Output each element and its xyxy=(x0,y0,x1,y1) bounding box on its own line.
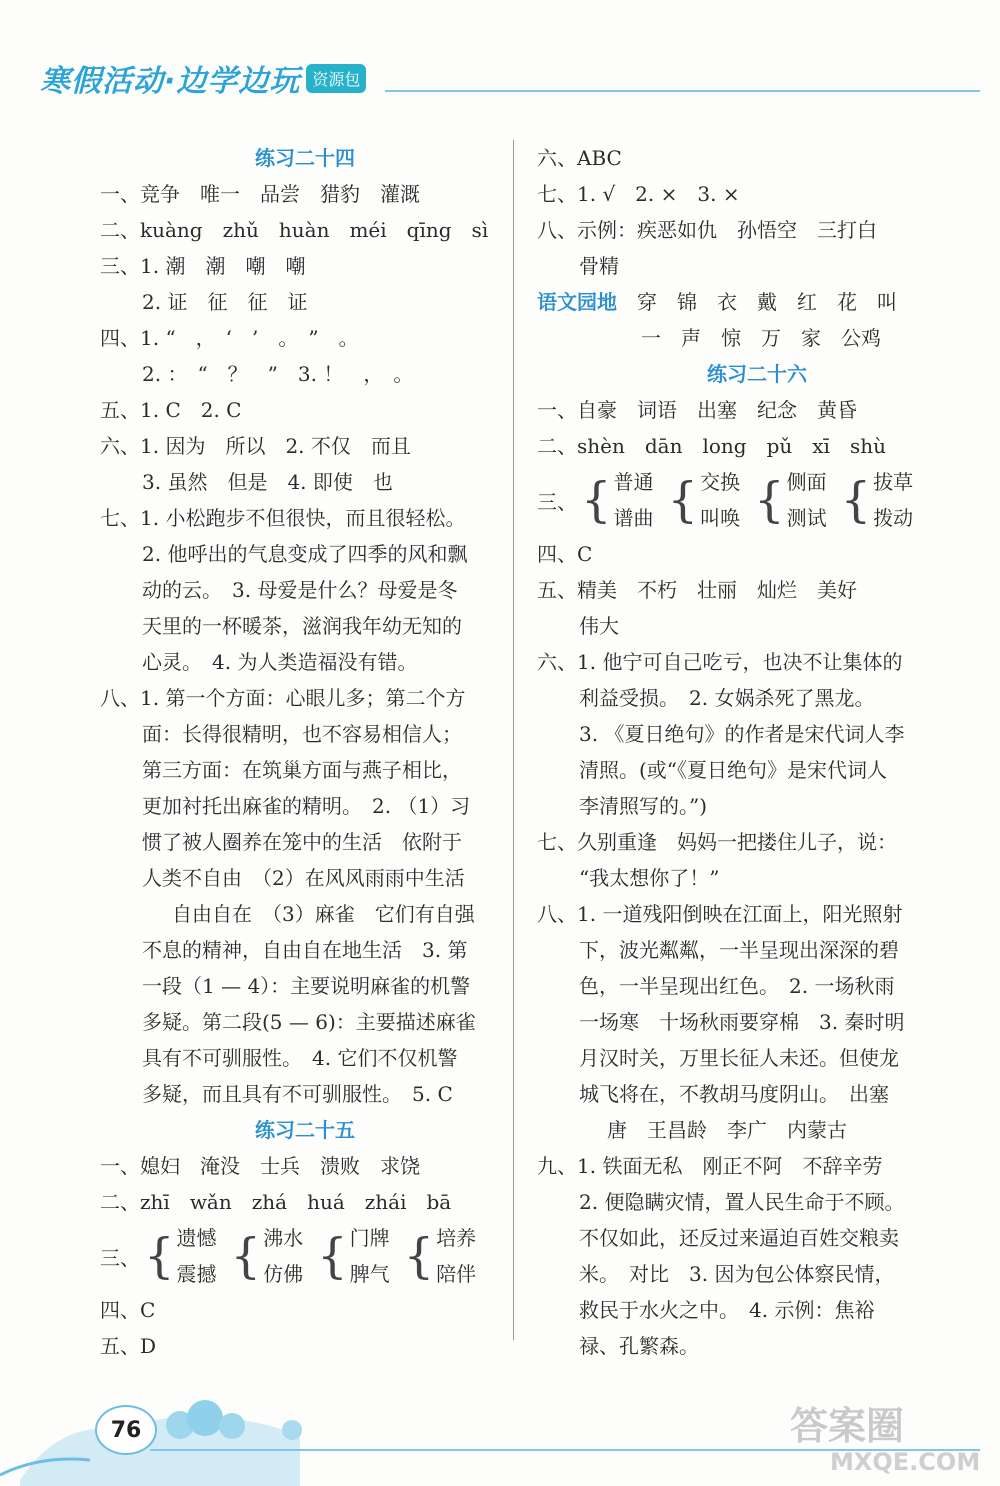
answer-line: 米。 对比 3. 因为包公体察民情， xyxy=(579,1262,895,1286)
brace-answer-group xyxy=(100,1220,510,1292)
answer-line: 一场寒 十场秋雨要穿棉 3. 秦时明 xyxy=(579,1010,905,1034)
answer-line: 2. 他呼出的气息变成了四季的风和飘 xyxy=(142,542,468,566)
answer-line: 月汉时关，万里长征人未还。但使龙 xyxy=(579,1046,899,1070)
answer-line: 骨精 xyxy=(579,254,619,278)
answer-line: 六、1. 因为 所以 2. 不仅 而且 xyxy=(100,434,411,458)
answer-line: 二、shèn dān long pǔ xī shù xyxy=(537,434,886,458)
answer-line: 伟大 xyxy=(579,614,619,638)
page-header xyxy=(40,58,366,98)
answer-line: 3. 《夏日绝句》的作者是宋代词人李 xyxy=(579,722,905,746)
brace-word: 陪伴 xyxy=(436,1262,477,1286)
answer-line: 色，一半呈现出红色。 2. 一场秋雨 xyxy=(579,974,895,998)
answer-line: 四、1. “ ， ‘ ’ 。 ” 。 xyxy=(100,326,359,350)
brace-label: 三、 xyxy=(100,1245,140,1270)
answer-line: 禄、孔繁森。 xyxy=(579,1334,699,1358)
answer-line: 三、1. 潮 潮 嘲 嘲 xyxy=(100,254,306,278)
answer-line: 八、1. 第一个方面：心眼儿多；第二个方 xyxy=(100,686,466,710)
answer-line: 四、C xyxy=(537,542,593,566)
left-column xyxy=(100,140,510,1364)
answer-line: 城飞将在，不教胡马度阴山。 出塞 xyxy=(579,1082,889,1106)
brace-pair: { 交换 叫唤 xyxy=(668,464,741,536)
answer-line: 下，波光粼粼，一半呈现出深深的碧 xyxy=(579,938,899,962)
answer-line: 五、D xyxy=(100,1334,157,1358)
brace-word: 遗憾 xyxy=(176,1226,217,1250)
brace-word: 仿佛 xyxy=(263,1262,304,1286)
brace-word: 培养 xyxy=(436,1226,477,1250)
answer-line: 五、精美 不朽 壮丽 灿烂 美好 xyxy=(537,578,857,602)
answer-line: 自由自在 （3）麻雀 它们有自强 xyxy=(172,902,475,926)
brace-word: 交换 xyxy=(700,470,741,494)
garden-line xyxy=(537,284,977,320)
answer-line: 具有不可驯服性。 4. 它们不仅机警 xyxy=(142,1046,458,1070)
answer-line: 不息的精神，自由自在地生活 3. 第 xyxy=(142,938,468,962)
answer-text: 穿 锦 衣 戴 红 花 叫 xyxy=(617,290,897,314)
brace-pair: { 侧面 测试 xyxy=(754,464,827,536)
brace-pair: { 普通 谱曲 xyxy=(581,464,654,536)
answer-line: 多疑。第二段(5 — 6)：主要描述麻雀 xyxy=(142,1010,476,1034)
answer-line: 七、1. √ 2. × 3. × xyxy=(537,182,740,206)
brace-word: 测试 xyxy=(786,506,827,530)
answer-line: 不仅如此，还反过来逼迫百姓交粮卖 xyxy=(579,1226,899,1250)
answer-line: 动的云。 3. 母爱是什么？母爱是冬 xyxy=(142,578,458,602)
column-divider xyxy=(513,140,514,1340)
section-title-26: 练习二十六 xyxy=(707,362,807,386)
answer-line: 六、1. 他宁可自己吃亏，也决不让集体的 xyxy=(537,650,903,674)
right-column xyxy=(537,140,977,1364)
answer-line: “我太想你了！” xyxy=(579,866,720,890)
answer-line: 2. 证 征 征 证 xyxy=(142,290,308,314)
brace-answer-group xyxy=(537,464,977,536)
answer-line: 二、zhī wǎn zhá huá zhái bā xyxy=(100,1190,452,1214)
answer-line: 一 声 惊 万 家 公鸡 xyxy=(641,326,881,350)
brand-badge: 资源包 xyxy=(306,64,366,93)
answer-line: 八、示例：疾恶如仇 孙悟空 三打白 xyxy=(537,218,877,242)
watermark-logo: 答案圈 xyxy=(790,1404,905,1448)
brace-word: 叫唤 xyxy=(700,506,741,530)
brace-label: 三、 xyxy=(537,489,577,514)
answer-line: 清照。(或“《夏日绝句》是宋代词人 xyxy=(579,758,888,782)
brace-word: 脾气 xyxy=(349,1262,390,1286)
brace-word: 拨动 xyxy=(873,506,914,530)
answer-line: 更加衬托出麻雀的精明。 2. （1）习 xyxy=(142,794,471,818)
answer-line: 五、1. C 2. C xyxy=(100,398,242,422)
brace-word: 侧面 xyxy=(786,470,827,494)
brace-pair: { 遗憾 震撼 xyxy=(144,1220,217,1292)
answer-line: 多疑，而且具有不可驯服性。 5. C xyxy=(142,1082,453,1106)
brace-pair: { 拔草 拨动 xyxy=(841,464,914,536)
brace-word: 普通 xyxy=(613,470,654,494)
brace-word: 门牌 xyxy=(349,1226,390,1250)
answer-line: 天里的一杯暖茶，滋润我年幼无知的 xyxy=(142,614,462,638)
answer-line: 第三方面：在筑巢方面与燕子相比， xyxy=(142,758,462,782)
brace-word: 沸水 xyxy=(263,1226,304,1250)
answer-line: 一段（1 — 4）：主要说明麻雀的机警 xyxy=(142,974,471,998)
brace-pair: { 门牌 脾气 xyxy=(317,1220,390,1292)
section-title-24: 练习二十四 xyxy=(255,146,355,170)
section-title-25: 练习二十五 xyxy=(255,1118,355,1142)
answer-line: 七、1. 小松跑步不但很快，而且很轻松。 xyxy=(100,506,466,530)
answer-line: 面：长得很精明，也不容易相信人； xyxy=(142,722,462,746)
brace-word: 震撼 xyxy=(176,1262,217,1286)
brace-pair: { 培养 陪伴 xyxy=(404,1220,477,1292)
header-rule xyxy=(385,90,980,92)
answer-line: 八、1. 一道残阳倒映在江面上，阳光照射 xyxy=(537,902,903,926)
page-number: 76 xyxy=(95,1405,157,1455)
brace-word: 拔草 xyxy=(873,470,914,494)
brace-pair: { 沸水 仿佛 xyxy=(231,1220,304,1292)
answer-line: 3. 虽然 但是 4. 即使 也 xyxy=(142,470,393,494)
answer-line: 惯了被人圈养在笼中的生活 依附于 xyxy=(142,830,462,854)
answer-line: 2. ： “ ？ ” 3. ！ ， 。 xyxy=(142,362,414,386)
answer-line: 2. 便隐瞒灾情，置人民生命于不顾。 xyxy=(579,1190,905,1214)
answer-line: 九、1. 铁面无私 刚正不阿 不辞辛劳 xyxy=(537,1154,883,1178)
garden-label: 语文园地 xyxy=(537,290,617,314)
brace-word: 谱曲 xyxy=(613,506,654,530)
watermark-domain: MXQE.COM xyxy=(830,1448,981,1476)
answer-line: 四、C xyxy=(100,1298,156,1322)
answer-line: 一、媳妇 淹没 士兵 溃败 求饶 xyxy=(100,1154,420,1178)
answer-line: 心灵。 4. 为人类造福没有错。 xyxy=(142,650,418,674)
answer-line: 七、久别重逢 妈妈一把搂住儿子，说： xyxy=(537,830,897,854)
brand-title: 寒假活动·边学边玩 xyxy=(40,64,301,99)
answer-line: 一、自豪 词语 出塞 纪念 黄昏 xyxy=(537,398,857,422)
answer-line: 救民于水火之中。 4. 示例：焦裕 xyxy=(579,1298,875,1322)
answer-line: 唐 王昌龄 李广 内蒙古 xyxy=(607,1118,847,1142)
answer-line: 人类不自由 （2）在风风雨雨中生活 xyxy=(142,866,465,890)
answer-line: 李清照写的。”) xyxy=(579,794,708,818)
answer-line: 一、竞争 唯一 品尝 猎豹 灌溉 xyxy=(100,182,420,206)
answer-line: 二、kuàng zhǔ huàn méi qīng sì xyxy=(100,218,489,242)
answer-line: 利益受损。 2. 女娲杀死了黑龙。 xyxy=(579,686,875,710)
answer-line: 六、ABC xyxy=(537,146,622,170)
